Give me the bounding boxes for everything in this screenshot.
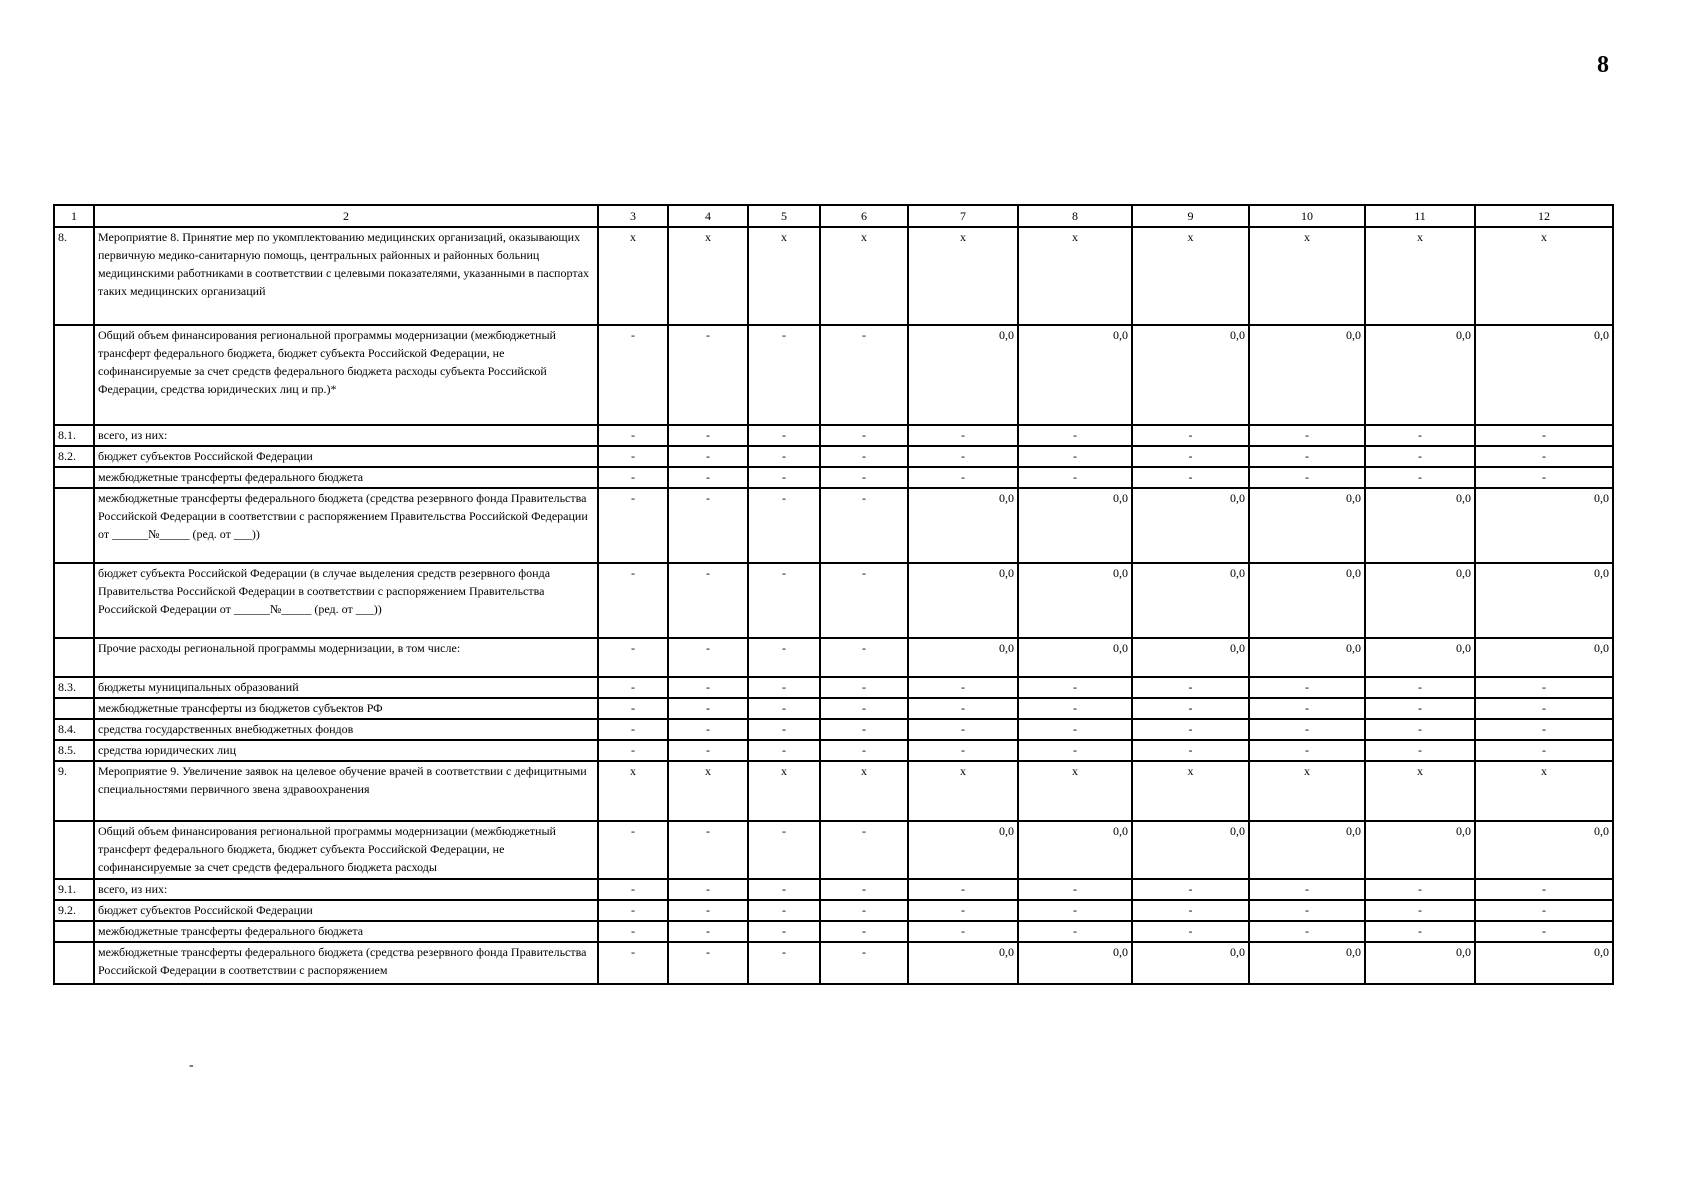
value-cell: 0,0 [1018, 325, 1132, 425]
value-cell: x [1249, 227, 1365, 325]
value-cell: - [908, 719, 1018, 740]
column-header: 12 [1475, 205, 1613, 227]
value-cell: - [598, 740, 668, 761]
value-cell: x [1365, 227, 1475, 325]
column-header: 8 [1018, 205, 1132, 227]
table-row [54, 227, 1613, 325]
value-cell: - [598, 677, 668, 698]
value-cell: 0,0 [1475, 488, 1613, 563]
value-cell: 0,0 [1132, 325, 1249, 425]
value-cell: 0,0 [1365, 821, 1475, 879]
table-row [54, 425, 1613, 446]
value-cell: - [820, 488, 908, 563]
value-cell: - [1365, 900, 1475, 921]
value-cell: - [1249, 921, 1365, 942]
value-cell: x [598, 227, 668, 325]
value-cell: 0,0 [1475, 942, 1613, 984]
value-cell: - [748, 821, 820, 879]
value-cell: - [908, 425, 1018, 446]
value-cell: - [668, 900, 748, 921]
value-cell: - [1365, 698, 1475, 719]
value-cell: - [908, 900, 1018, 921]
value-cell: - [748, 921, 820, 942]
value-cell: - [820, 879, 908, 900]
value-cell: - [1132, 446, 1249, 467]
value-cell: - [1132, 921, 1249, 942]
value-cell: - [668, 921, 748, 942]
value-cell: - [820, 698, 908, 719]
table-row [54, 761, 1613, 821]
column-header: 11 [1365, 205, 1475, 227]
value-cell: - [598, 325, 668, 425]
value-cell: x [748, 227, 820, 325]
value-cell: 0,0 [1365, 942, 1475, 984]
row-number: 9. [54, 761, 94, 821]
row-number: 9.1. [54, 879, 94, 900]
value-cell: - [1249, 879, 1365, 900]
value-cell: - [668, 488, 748, 563]
row-description: Прочие расходы региональной программы модернизации, в том числе: [94, 638, 598, 677]
value-cell: - [668, 698, 748, 719]
value-cell: - [1018, 446, 1132, 467]
row-description: бюджет субъектов Российской Федерации [94, 446, 598, 467]
row-number [54, 563, 94, 638]
row-number: 8.5. [54, 740, 94, 761]
value-cell: 0,0 [1475, 638, 1613, 677]
stray-mark: - [189, 1058, 194, 1073]
value-cell: x [908, 227, 1018, 325]
value-cell: - [1132, 879, 1249, 900]
value-cell: - [598, 425, 668, 446]
value-cell: x [1249, 761, 1365, 821]
row-description: Мероприятие 9. Увеличение заявок на целевое обучение врачей в соответствии с дефицитными специальностями первичного звена здравоохранения [94, 761, 598, 821]
value-cell: - [598, 698, 668, 719]
value-cell: 0,0 [908, 821, 1018, 879]
value-cell: 0,0 [1132, 638, 1249, 677]
value-cell: 0,0 [1018, 488, 1132, 563]
value-cell: 0,0 [1475, 325, 1613, 425]
row-number [54, 638, 94, 677]
value-cell: - [748, 638, 820, 677]
row-number [54, 921, 94, 942]
value-cell: - [1365, 719, 1475, 740]
value-cell: - [1475, 921, 1613, 942]
column-header: 7 [908, 205, 1018, 227]
value-cell: - [820, 740, 908, 761]
value-cell: - [1475, 740, 1613, 761]
table-row [54, 921, 1613, 942]
table-row [54, 821, 1613, 879]
value-cell: - [1475, 446, 1613, 467]
value-cell: x [668, 761, 748, 821]
table-row [54, 446, 1613, 467]
value-cell: - [908, 698, 1018, 719]
row-number [54, 467, 94, 488]
value-cell: 0,0 [1132, 488, 1249, 563]
value-cell: x [1018, 227, 1132, 325]
value-cell: - [668, 677, 748, 698]
column-header: 4 [668, 205, 748, 227]
value-cell: - [1475, 425, 1613, 446]
value-cell: x [820, 227, 908, 325]
value-cell: - [668, 425, 748, 446]
value-cell: 0,0 [1365, 638, 1475, 677]
value-cell: - [1132, 425, 1249, 446]
row-number: 9.2. [54, 900, 94, 921]
value-cell: - [820, 921, 908, 942]
value-cell: - [668, 467, 748, 488]
value-cell: x [1475, 227, 1613, 325]
value-cell: - [1132, 677, 1249, 698]
table-row [54, 563, 1613, 638]
value-cell: - [598, 488, 668, 563]
value-cell: - [1475, 698, 1613, 719]
value-cell: 0,0 [1249, 325, 1365, 425]
table-row [54, 325, 1613, 425]
row-description: средства государственных внебюджетных фондов [94, 719, 598, 740]
value-cell: - [820, 821, 908, 879]
value-cell: - [598, 921, 668, 942]
value-cell: - [1249, 425, 1365, 446]
value-cell: 0,0 [1249, 563, 1365, 638]
value-cell: - [1018, 719, 1132, 740]
value-cell: - [1018, 677, 1132, 698]
value-cell: 0,0 [1365, 488, 1475, 563]
value-cell: - [820, 677, 908, 698]
value-cell: - [668, 446, 748, 467]
value-cell: 0,0 [1365, 325, 1475, 425]
value-cell: - [1018, 900, 1132, 921]
row-description: Общий объем финансирования региональной программы модернизации (межбюджетный трансферт федерального бюджета, бюджет субъекта Российской Федерации, не софинансируемые за счет средств федерального бюджета расходы субъекта Российской Федерации, средства юридических лиц и пр.)* [94, 325, 598, 425]
row-description: межбюджетные трансферты федерального бюджета [94, 467, 598, 488]
value-cell: - [748, 325, 820, 425]
value-cell: - [1132, 467, 1249, 488]
value-cell: - [908, 740, 1018, 761]
value-cell: - [820, 719, 908, 740]
row-number: 8.4. [54, 719, 94, 740]
value-cell: - [908, 921, 1018, 942]
row-description: бюджет субъекта Российской Федерации (в случае выделения средств резервного фонда Правительства Российской Федерации в соответствии с распоряжением Правительства Российской Федерации от ______№_____ (ред. от ___)) [94, 563, 598, 638]
row-number: 8.3. [54, 677, 94, 698]
value-cell: - [820, 638, 908, 677]
value-cell: - [668, 821, 748, 879]
value-cell: 0,0 [1018, 942, 1132, 984]
row-number: 8.1. [54, 425, 94, 446]
row-number [54, 698, 94, 719]
table-row [54, 638, 1613, 677]
value-cell: - [1475, 677, 1613, 698]
value-cell: - [748, 488, 820, 563]
value-cell: - [668, 563, 748, 638]
value-cell: - [1018, 467, 1132, 488]
value-cell: - [598, 879, 668, 900]
table-row [54, 740, 1613, 761]
value-cell: x [668, 227, 748, 325]
value-cell: - [668, 942, 748, 984]
table-row [54, 698, 1613, 719]
value-cell: - [820, 942, 908, 984]
row-description: бюджет субъектов Российской Федерации [94, 900, 598, 921]
value-cell: - [1132, 900, 1249, 921]
row-description: межбюджетные трансферты федерального бюджета (средства резервного фонда Правительства Российской Федерации в соответствии с распоряжением Правительства Российской Федерации от ______№_____ (ред. от ___)) [94, 488, 598, 563]
row-description: межбюджетные трансферты федерального бюджета [94, 921, 598, 942]
value-cell: - [598, 942, 668, 984]
row-number [54, 942, 94, 984]
value-cell: 0,0 [1249, 488, 1365, 563]
value-cell: - [748, 425, 820, 446]
value-cell: - [748, 677, 820, 698]
value-cell: - [1249, 900, 1365, 921]
value-cell: 0,0 [1249, 638, 1365, 677]
value-cell: - [748, 719, 820, 740]
value-cell: 0,0 [1475, 563, 1613, 638]
value-cell: - [668, 638, 748, 677]
value-cell: - [820, 325, 908, 425]
value-cell: x [1475, 761, 1613, 821]
value-cell: - [748, 563, 820, 638]
value-cell: - [1365, 740, 1475, 761]
value-cell: - [1018, 425, 1132, 446]
row-description: Общий объем финансирования региональной программы модернизации (межбюджетный трансферт федерального бюджета, бюджет субъекта Российской Федерации, не софинансируемые за счет средств федерального бюджета расходы [94, 821, 598, 879]
value-cell: 0,0 [1132, 821, 1249, 879]
value-cell: x [820, 761, 908, 821]
value-cell: - [1018, 740, 1132, 761]
value-cell: - [748, 942, 820, 984]
column-number-row [54, 205, 1613, 227]
value-cell: - [668, 325, 748, 425]
value-cell: - [820, 563, 908, 638]
value-cell: - [748, 698, 820, 719]
row-description: Мероприятие 8. Принятие мер по укомплектованию медицинских организаций, оказывающих первичную медико-санитарную помощь, центральных районных и районных больниц медицинскими работниками в соответствии с целевыми показателями, указанными в паспортах таких медицинских организаций [94, 227, 598, 325]
value-cell: 0,0 [1249, 821, 1365, 879]
value-cell: - [598, 638, 668, 677]
value-cell: 0,0 [1018, 638, 1132, 677]
value-cell: - [820, 900, 908, 921]
value-cell: 0,0 [908, 325, 1018, 425]
value-cell: x [1365, 761, 1475, 821]
value-cell: x [1132, 761, 1249, 821]
row-number [54, 325, 94, 425]
value-cell: - [1365, 879, 1475, 900]
value-cell: 0,0 [908, 563, 1018, 638]
column-header: 5 [748, 205, 820, 227]
value-cell: - [908, 467, 1018, 488]
row-description: средства юридических лиц [94, 740, 598, 761]
row-description: всего, из них: [94, 879, 598, 900]
value-cell: 0,0 [908, 488, 1018, 563]
table-body [54, 227, 1613, 984]
table-row [54, 900, 1613, 921]
financing-table [53, 204, 1614, 985]
value-cell: - [1475, 719, 1613, 740]
table-row [54, 677, 1613, 698]
value-cell: - [1249, 446, 1365, 467]
column-header: 6 [820, 205, 908, 227]
value-cell: - [820, 446, 908, 467]
value-cell: - [1475, 900, 1613, 921]
value-cell: - [1018, 879, 1132, 900]
value-cell: - [820, 467, 908, 488]
value-cell: - [748, 740, 820, 761]
row-description: всего, из них: [94, 425, 598, 446]
value-cell: x [748, 761, 820, 821]
value-cell: x [1132, 227, 1249, 325]
value-cell: - [1249, 719, 1365, 740]
value-cell: 0,0 [1132, 563, 1249, 638]
value-cell: 0,0 [1475, 821, 1613, 879]
value-cell: x [598, 761, 668, 821]
column-header: 10 [1249, 205, 1365, 227]
value-cell: - [908, 879, 1018, 900]
value-cell: 0,0 [1018, 563, 1132, 638]
value-cell: - [748, 900, 820, 921]
value-cell: - [1249, 677, 1365, 698]
value-cell: - [1018, 921, 1132, 942]
value-cell: - [1249, 467, 1365, 488]
table-row [54, 719, 1613, 740]
value-cell: - [598, 563, 668, 638]
table-row [54, 488, 1613, 563]
page-number: 8 [1597, 52, 1609, 78]
row-description: бюджеты муниципальных образований [94, 677, 598, 698]
row-number: 8. [54, 227, 94, 325]
value-cell: - [1249, 698, 1365, 719]
value-cell: - [1132, 698, 1249, 719]
value-cell: - [1365, 467, 1475, 488]
value-cell: - [598, 719, 668, 740]
value-cell: - [1475, 467, 1613, 488]
value-cell: - [748, 446, 820, 467]
table-row [54, 467, 1613, 488]
column-header: 2 [94, 205, 598, 227]
value-cell: - [1132, 719, 1249, 740]
value-cell: - [908, 677, 1018, 698]
value-cell: - [748, 467, 820, 488]
row-number [54, 488, 94, 563]
value-cell: - [908, 446, 1018, 467]
value-cell: 0,0 [1018, 821, 1132, 879]
table-row [54, 942, 1613, 984]
value-cell: - [668, 719, 748, 740]
value-cell: - [748, 879, 820, 900]
value-cell: x [908, 761, 1018, 821]
value-cell: - [1365, 446, 1475, 467]
row-description: межбюджетные трансферты из бюджетов субъектов РФ [94, 698, 598, 719]
value-cell: - [598, 821, 668, 879]
row-description: межбюджетные трансферты федерального бюджета (средства резервного фонда Правительства Российской Федерации в соответствии с распоряжением [94, 942, 598, 984]
value-cell: - [1249, 740, 1365, 761]
value-cell: 0,0 [908, 942, 1018, 984]
value-cell: - [598, 446, 668, 467]
value-cell: 0,0 [1249, 942, 1365, 984]
value-cell: x [1018, 761, 1132, 821]
column-header: 1 [54, 205, 94, 227]
row-number: 8.2. [54, 446, 94, 467]
value-cell: - [1365, 425, 1475, 446]
table-row [54, 879, 1613, 900]
value-cell: - [668, 879, 748, 900]
value-cell: - [1132, 740, 1249, 761]
value-cell: - [598, 900, 668, 921]
column-header: 9 [1132, 205, 1249, 227]
value-cell: - [820, 425, 908, 446]
value-cell: - [1365, 921, 1475, 942]
value-cell: 0,0 [908, 638, 1018, 677]
value-cell: 0,0 [1365, 563, 1475, 638]
column-header: 3 [598, 205, 668, 227]
value-cell: - [1018, 698, 1132, 719]
value-cell: - [598, 467, 668, 488]
value-cell: - [668, 740, 748, 761]
value-cell: 0,0 [1132, 942, 1249, 984]
value-cell: - [1365, 677, 1475, 698]
row-number [54, 821, 94, 879]
value-cell: - [1475, 879, 1613, 900]
